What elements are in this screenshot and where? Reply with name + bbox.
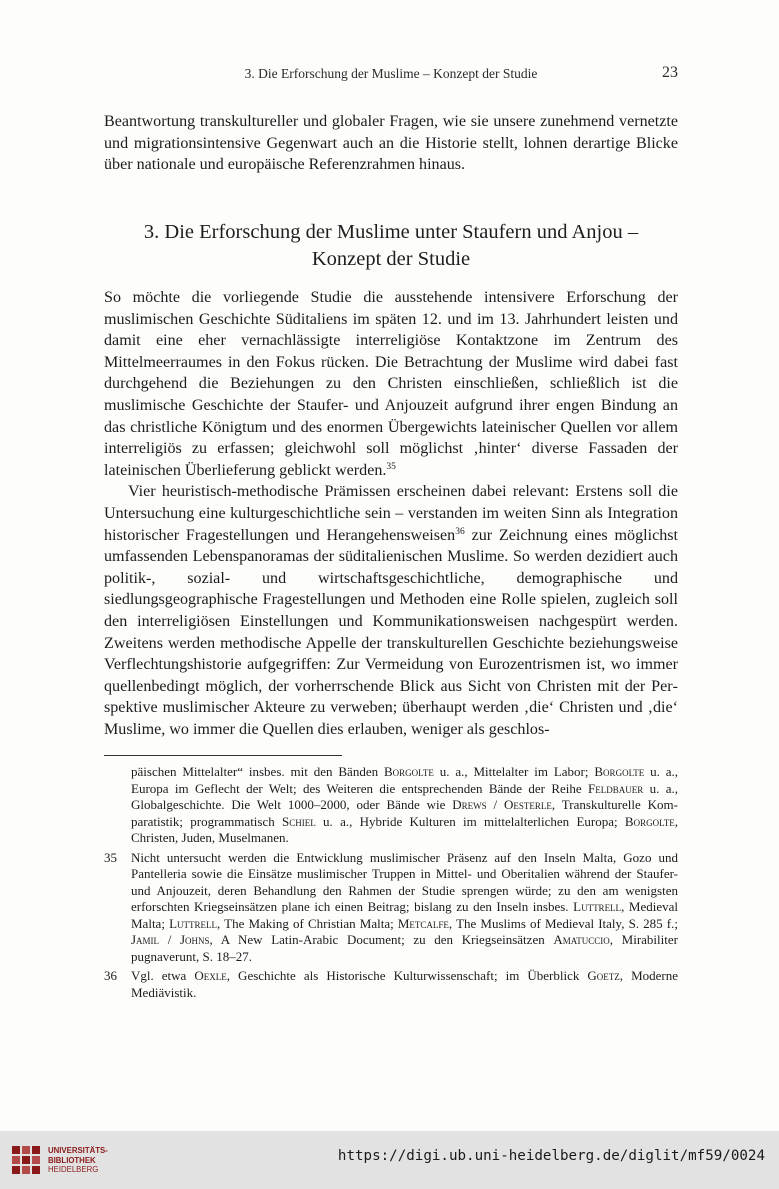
fn-cont-text: u. a., Mittelalter im Labor; — [433, 764, 595, 779]
section-heading-line-1: 3. Die Erforschung der Muslime unter Staufern und Anjou – — [143, 221, 639, 243]
author-name: Luttrell — [573, 899, 622, 914]
logo-line-1: UNIVERSITÄTS- — [48, 1146, 108, 1155]
author-name: Borgolte — [594, 764, 645, 779]
author-name: Borgolte — [624, 813, 675, 829]
fn35-text: Nicht untersucht werden die Entwicklung muslimischer Präsenz auf den Inseln Malta, Gozo und Pantelleria sowie die Einsätze muslimischer Truppen in Mittel- und Oberitalien während der Staufer- und Anjouzeit, deren Behandlung den Rahmen der Studie sprengen würde; zu den am wenigsten erforschten Kriegseinsätzen plane ich einen Beitrag; bislang zu den Inseln insbes. — [131, 849, 678, 914]
author-name: Schiel — [282, 813, 316, 829]
author-name: Metcalfe — [397, 915, 449, 931]
library-logo-icon — [10, 1144, 42, 1176]
body-paragraph-2-text-b: zur Zeichnung eines möglichst umfassenden Lebenspanoramas der süditalienischen Muslime. So werden dezidiert auch politik-, sozial- und wirtschaftsgeschichtliche, demographische und siedlungsgeographische Fragestellungen und Methoden eine Rolle spielen, zugleich soll den interreligiösen Einstellungen und Kommunikationsweisen nachgespürt werden. Zweitens werden methodische Appelle der transkulturellen Geschichte beziehungsweise Verflechtungshistorie aufgegriffen: Zur Vermeidung von Eurozentrismen ist, wo immer quellenbedingt möglich, der vorherrschende Blick aus Sicht von Christen mit der Perspektive muslimischer Akteure zu verweben; überhaupt werden ‚die‘ Christen und ‚die‘ Muslime, wo immer die Quellen dies erlauben, weniger als geschlos- — [104, 526, 678, 738]
author-name: Oesterle — [504, 797, 552, 812]
fn35-text: , Mirabiliter pugnaverunt, S. 18–27. — [131, 932, 678, 964]
fn35-text: , A New Latin-Arabic Document; zu den Kriegseinsätzen — [209, 932, 554, 947]
logo-line-2: BIBLIOTHEK — [48, 1155, 96, 1165]
running-head — [104, 66, 678, 86]
author-name: Oexle — [194, 968, 227, 983]
fn36-text: , Geschichte als Historische Kulturwissenschaft; im Überblick — [226, 968, 588, 983]
footnote-ref-36[interactable]: 36 — [455, 526, 465, 537]
author-name: Jamil — [131, 932, 160, 947]
body-paragraph-2-text-a: Vier heuristisch-methodische Prämissen erscheinen dabei relevant: Erstens soll die Untersuchung eine kulturgeschichtliche sein – verstanden im weiten Sinn als Integration historischer Fragestellungen und Herangehensweisen — [104, 483, 678, 544]
fn-cont-text: päischen Mittelalter“ insbes. mit den Bänden — [131, 764, 384, 779]
footnote-number: 35 — [104, 849, 117, 865]
fn35-text: , The Muslims of Medieval Italy, S. 285 f.; — [448, 915, 678, 931]
footnote-36 — [104, 968, 678, 1001]
author-name: Feldbauer — [588, 780, 644, 796]
section-heading-line-2: Konzept der Studie — [311, 248, 471, 270]
body-paragraph-1 — [104, 287, 678, 481]
footnote-ref-35[interactable]: 35 — [386, 461, 396, 472]
fn-cont-text: , Christen, Juden, Muselmanen. — [131, 813, 678, 845]
logo-line-3: HEIDELBERG — [48, 1165, 99, 1174]
footnotes — [104, 764, 678, 1004]
author-name: Johns — [179, 932, 210, 947]
library-logo-text — [48, 1146, 108, 1175]
fn-cont-text: u. a., Hybride Kulturen im mittelalterlichen Europa; — [315, 813, 625, 829]
author-name: Drews — [452, 797, 487, 812]
fn-cont-text: / — [486, 797, 505, 812]
library-logo[interactable] — [10, 1141, 120, 1181]
footnote-number: 36 — [104, 968, 117, 983]
intro-paragraph-text: Beantwortung transkultureller und globaler Fragen, wie sie unsere zunehmend vernetzte und migrationsintensive Gegenwart auch an die Historie stellt, lohnen derartige Blicke über nationale und europäische Referenzrahmen hinaus. — [104, 113, 678, 174]
footnote-35 — [104, 850, 678, 966]
fn-cont-text: u. a., Europa im Geflecht der Welt; des Weiteren die entsprechenden Bände der Reihe — [131, 764, 679, 796]
fn36-text: Vgl. etwa — [131, 968, 195, 983]
fn-cont-text: u. a., Globalgeschichte. Die Welt 1000–2000, oder Bände wie — [131, 780, 678, 812]
fn35-text: / — [159, 932, 180, 947]
fn35-text: , Medieval Malta; — [131, 899, 678, 931]
body-paragraph-1-text: So möchte die vorliegende Studie die ausstehende intensivere Erforschung der muslimischen Geschichte Süditaliens im späten 12. und im 13. Jahrhundert leisten und damit eine eher vernachlässigte interreligiöse Kontaktzone im Zentrum des Mittelmeerraumes in den Fokus rücken. Die Betrachtung der Muslime wird dabei fast durchgehend die Beziehungen zu den Christen einschließen, schließlich ist die muslimische Geschichte der Staufer- und Anjouzeit aufgrund ihrer engen Bindung an das christliche Königtum und des enormen Übergewichts lateinischer Quellen vor allem interreligiös zu erfassen; gleichwohl soll möglichst ‚hinter‘ diverse Fassaden der lateinischen Überlieferung geblickt werden. — [104, 289, 678, 479]
fn-cont-text: , Transkulturelle Komparatistik; programmatisch — [131, 797, 678, 829]
author-name: Goetz — [587, 968, 620, 983]
permalink-url[interactable]: https://digi.ub.uni-heidelberg.de/diglit/mf59/0024 — [337, 1148, 765, 1164]
fn36-text: , Moderne Mediävistik. — [131, 968, 678, 1000]
fn35-text: , The Making of Christian Malta; — [217, 915, 398, 931]
footnote-continuation — [104, 764, 678, 847]
footnote-divider — [104, 755, 342, 756]
body-text — [104, 287, 678, 740]
author-name: Luttrell — [169, 915, 217, 931]
intro-paragraph — [104, 111, 678, 176]
section-heading — [104, 219, 678, 273]
page-number: 23 — [662, 64, 678, 81]
running-title: 3. Die Erforschung der Muslime – Konzept der Studie — [244, 66, 538, 81]
body-paragraph-2 — [104, 481, 678, 740]
viewer-footer — [0, 1131, 779, 1189]
author-name: Borgolte — [383, 764, 434, 779]
author-name: Amatuccio — [553, 932, 610, 947]
